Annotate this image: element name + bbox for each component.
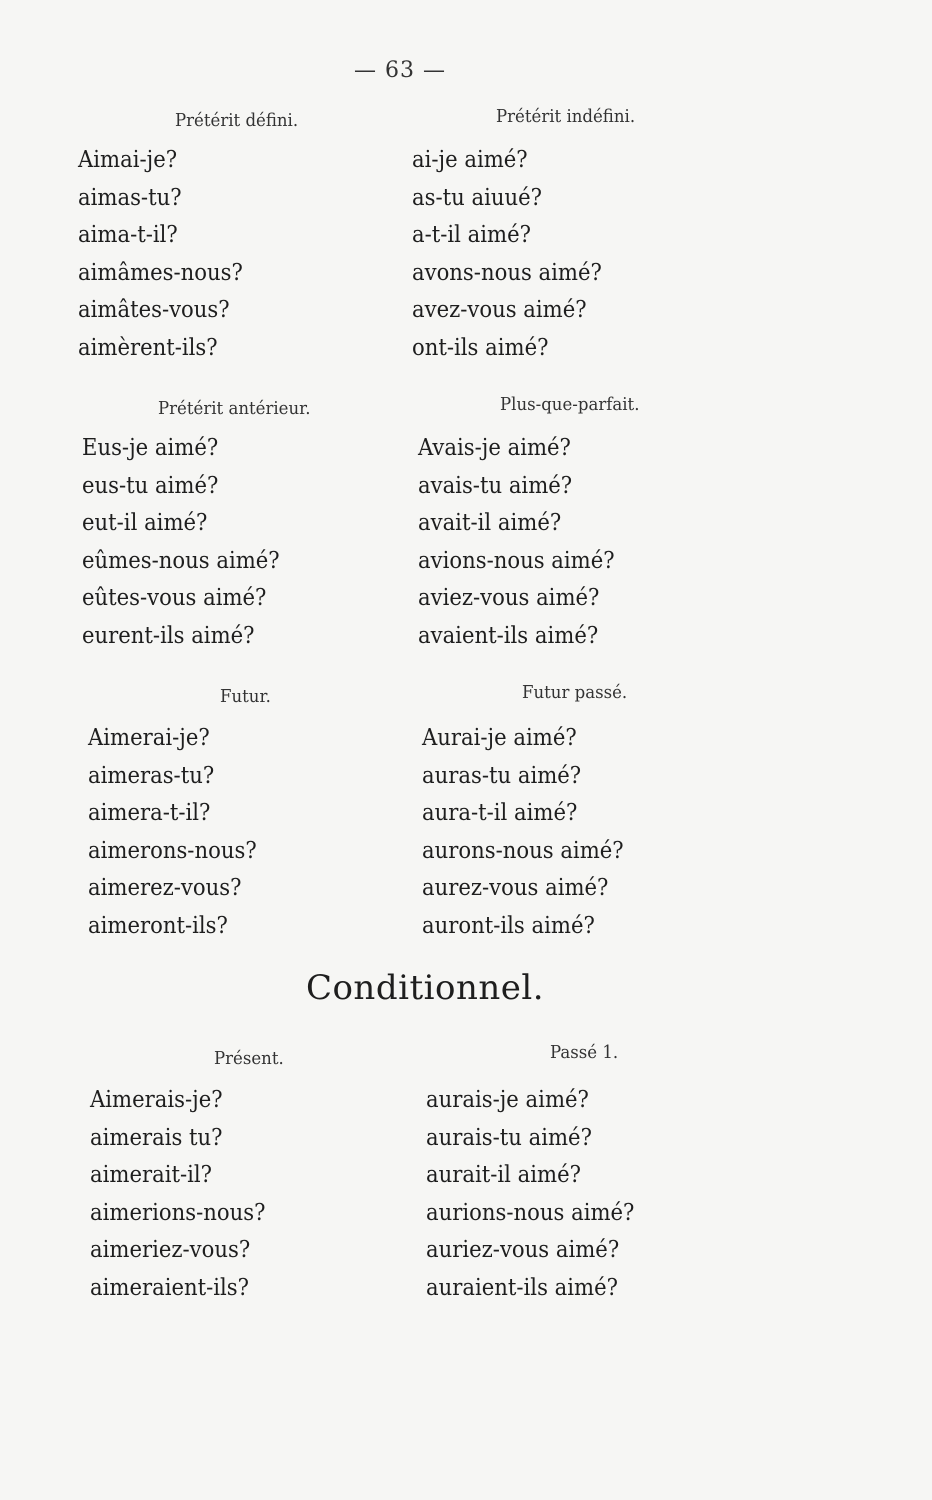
list-item: aimerez-vous?	[88, 875, 242, 901]
list-item: eurent-ils aimé?	[82, 622, 255, 649]
list-item: aimerons-nous?	[88, 837, 257, 864]
list-item: aimeras-tu?	[88, 762, 215, 789]
heading-plus-que-parfait: Plus-que-parfait.	[500, 394, 640, 415]
list-item: aurais-tu aimé?	[426, 1124, 592, 1151]
list-item: eut-il aimé?	[82, 510, 208, 536]
preterit-indefini-list	[412, 142, 602, 367]
list-item: Eus-je aimé?	[82, 435, 219, 461]
list-item: avait-il aimé?	[418, 510, 562, 536]
list-item: aima-t-il?	[78, 222, 178, 248]
list-item: aurions-nous aimé?	[426, 1199, 635, 1226]
list-item: aimera-t-il?	[88, 800, 211, 826]
list-item: auraient-ils aimé?	[426, 1274, 618, 1301]
list-item: ont-ils aimé?	[412, 334, 549, 361]
list-item: Aimai-je?	[78, 147, 178, 173]
list-item: aimâmes-nous?	[78, 259, 243, 286]
list-item: auront-ils aimé?	[422, 912, 595, 939]
list-item: ai-je aimé?	[412, 147, 528, 173]
heading-preterit-anterieur: Prétérit antérieur.	[158, 398, 311, 419]
list-item: Avais-je aimé?	[418, 435, 571, 461]
heading-preterit-defini: Prétérit défini.	[175, 110, 299, 131]
page-number: — 63 —	[354, 58, 446, 83]
conditionnel-present-list	[90, 1082, 265, 1307]
list-item: Aurai-je aimé?	[422, 725, 577, 751]
heading-futur: Futur.	[220, 686, 271, 707]
list-item: aimèrent-ils?	[78, 334, 218, 361]
list-item: aviez-vous aimé?	[418, 585, 600, 611]
list-item: as-tu aiuué?	[412, 184, 542, 211]
list-item: Aimerai-je?	[88, 725, 210, 751]
list-item: avez-vous aimé?	[412, 297, 587, 323]
list-item: auras-tu aimé?	[422, 762, 582, 789]
section-title-conditionnel: Conditionnel.	[305, 968, 545, 1008]
list-item: aimerait-il?	[90, 1162, 213, 1188]
list-item: aurez-vous aimé?	[422, 875, 609, 901]
list-item: a-t-il aimé?	[412, 222, 531, 248]
list-item: aurait-il aimé?	[426, 1162, 581, 1188]
list-item: avions-nous aimé?	[418, 547, 615, 574]
heading-present: Présent.	[214, 1048, 284, 1069]
list-item: aimerais tu?	[90, 1124, 223, 1151]
heading-preterit-indefini: Prétérit indéfini.	[496, 106, 636, 127]
list-item: eûmes-nous aimé?	[82, 547, 280, 574]
futur-passe-list	[422, 720, 624, 945]
list-item: aurais-je aimé?	[426, 1087, 589, 1113]
list-item: Aimerais-je?	[90, 1087, 223, 1113]
list-item: aimeront-ils?	[88, 912, 228, 939]
list-item: avons-nous aimé?	[412, 259, 602, 286]
heading-futur-passe: Futur passé.	[522, 682, 628, 703]
list-item: aimeriez-vous?	[90, 1237, 251, 1263]
list-item: aimerions-nous?	[90, 1199, 266, 1226]
plus-que-parfait-list	[418, 430, 615, 655]
list-item: eûtes-vous aimé?	[82, 585, 267, 611]
futur-list	[88, 720, 257, 945]
list-item: eus-tu aimé?	[82, 472, 219, 499]
list-item: avaient-ils aimé?	[418, 622, 599, 649]
list-item: aimeraient-ils?	[90, 1274, 250, 1301]
preterit-defini-list	[78, 142, 243, 367]
list-item: aimas-tu?	[78, 184, 182, 211]
list-item: aimâtes-vous?	[78, 297, 230, 323]
conditionnel-passe-list	[426, 1082, 634, 1307]
preterit-anterieur-list	[82, 430, 280, 655]
list-item: aura-t-il aimé?	[422, 800, 578, 826]
list-item: avais-tu aimé?	[418, 472, 573, 499]
list-item: auriez-vous aimé?	[426, 1237, 620, 1263]
heading-passe-1: Passé 1.	[550, 1042, 619, 1063]
list-item: aurons-nous aimé?	[422, 837, 624, 864]
